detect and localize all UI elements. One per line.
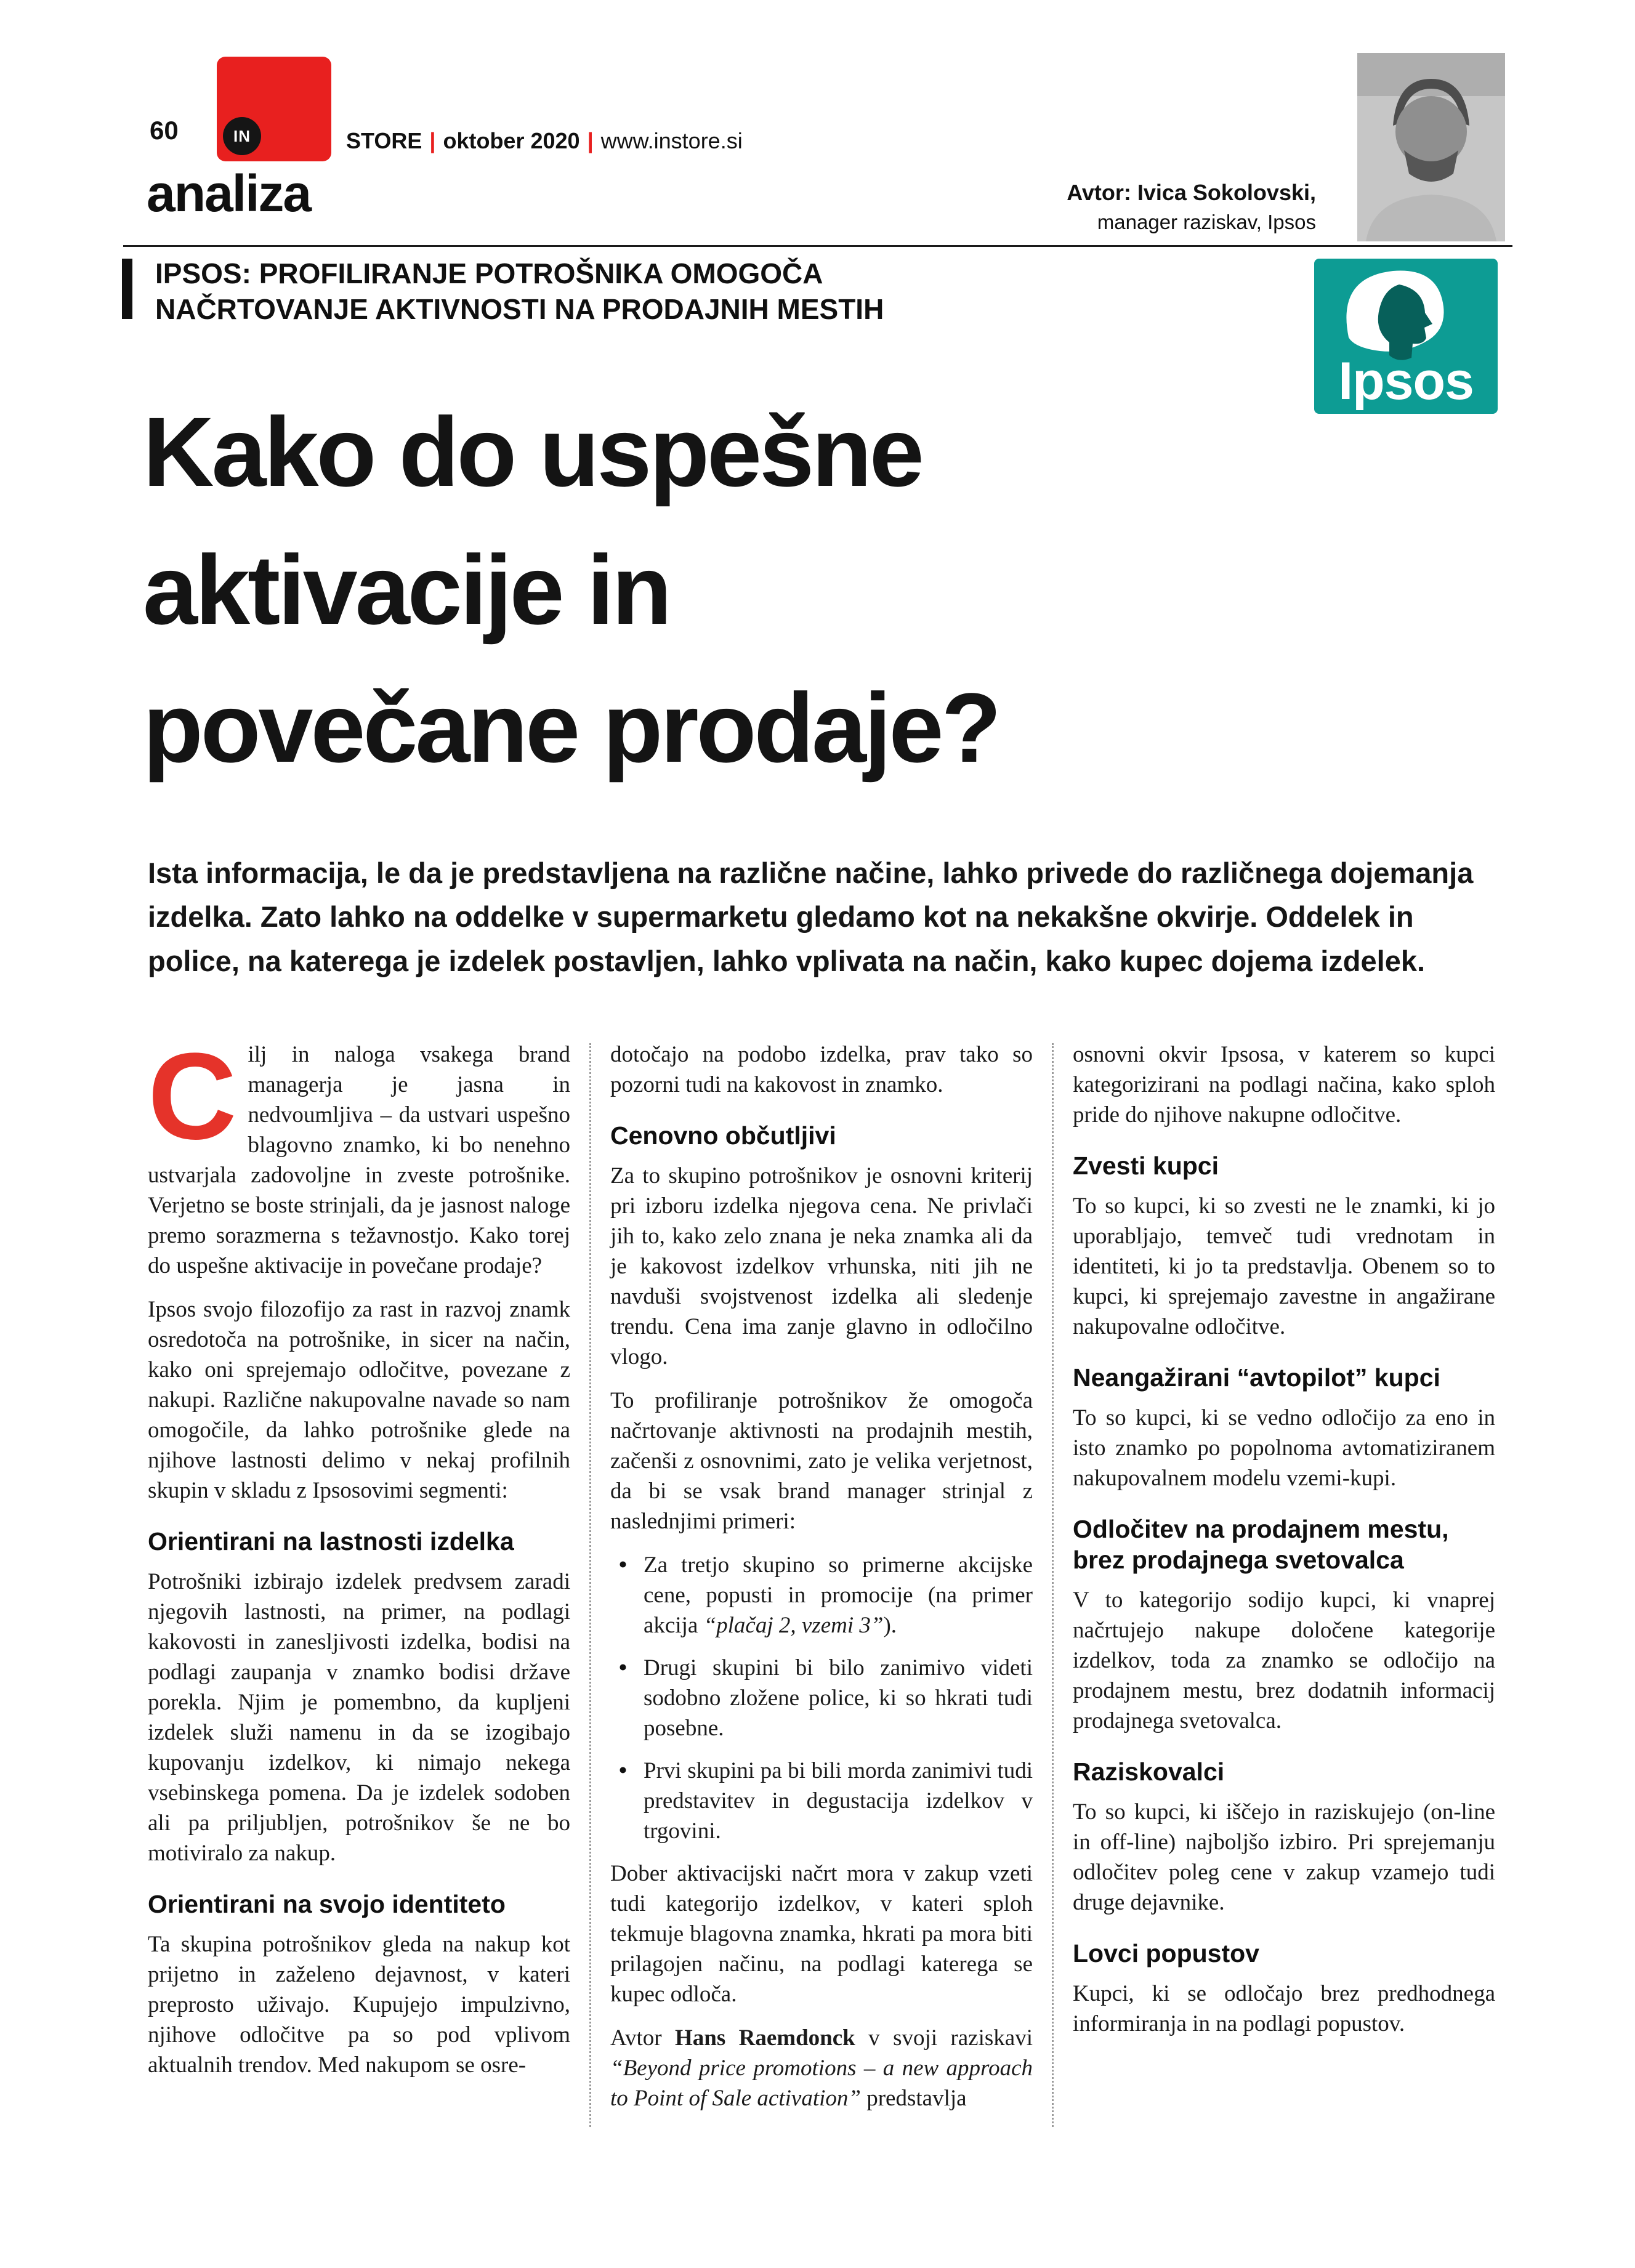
bullet-text: Drugi skupini bi bilo zanimivo videti sodobno zložene police, ki so hkrati tudi posebne. [644,1655,1033,1741]
author-role: manager raziskav, Ipsos [1097,211,1316,233]
kicker-line-1: IPSOS: PROFILIRANJE POTROŠNIKA OMOGOČA [155,257,823,289]
author-photo [1357,53,1505,241]
lead-paragraph: Ista informacija, le da je predstavljena na različne načine, lahko privede do različnega dojemanja izdelka. Zato lahko na oddelke v supermarketu gledamo kot na nekakšne okvirje. Oddelek in police, na katerega je izdelek postavljen, lahko vplivata na način, kako kupec dojema izdelek. [148,857,1474,977]
bullet-icon: • [619,1552,627,1578]
instore-logo [217,57,331,161]
masthead-issue: oktober 2020 [443,128,580,153]
body-paragraph: To so kupci, ki iščejo in raziskujejo (on-line in off-line) najboljšo izbiro. Pri sprejemanju odločitev poleg cene v zakup vzamejo tudi druge dejavnike. [1073,1799,1495,1915]
body-column-3 [1073,1039,1495,2127]
body-subhead: Zvesti kupci [1073,1152,1219,1180]
kicker-bar [122,259,132,319]
body-paragraph: Za to skupino potrošnikov je osnovni kriterij pri izboru izdelka njegova cena. Ne privlači jih to, kako zelo znana je neka znamka ali da je kakovost izdelkov vrhunska, niti jih ne navduši svojstvenost izdelka ali sledenje trendu. Cena ima zanje glavno in odločilno vlogo. [610,1163,1033,1370]
body-paragraph: Cilj in naloga vsakega brand managerja je jasna in nedvoumljiva – da ustvari uspešno blagovno znamko, ki bo nenehno ustvarjala zadovoljne in zveste potrošnike. Verjetno se boste strinjali, da je jasnost naloge premo sorazmerna s težavnostjo. Kako torej do uspešne aktivacije in povečane prodaje? [148,1028,570,1278]
body-paragraph: Avtor Hans Raemdonck v svoji raziskavi “Beyond price promotions – a new approach to Point of Sale activation” predstavlja [610,2025,1033,2112]
body-subhead: Odločitev na prodajnem mestu, brez prodajnega svetovalca [1073,1515,1449,1574]
body-paragraph: To so kupci, ki so zvesti ne le znamki, ki jo uporabljajo, temveč tudi vrednotam in identiteti, ki jo ta predstavlja. Obenem so to kupci, ki sprejemajo zavestne in angažirane nakupovalne odločitve. [1073,1193,1495,1340]
masthead-store: STORE [346,128,422,153]
drop-cap: C [148,1028,237,1165]
body-subhead: Raziskovalci [1073,1757,1225,1786]
body-paragraph: V to kategorijo sodijo kupci, ki vnaprej načrtujejo nakupe določene kategorije izdelkov, toda za znamko se odločijo na prodajnem mestu, brez dodatnih informacij prodajnega svetovalca. [1073,1587,1495,1733]
bullet-item [610,1550,1033,1640]
body-column-2 [610,1039,1033,2127]
body-column-1 [148,1028,570,2127]
headline-line-1: Kako do uspešne [143,397,922,507]
column-divider [589,1043,591,2127]
body-paragraph: osnovni okvir Ipsosa, v katerem so kupci kategorizirani na podlagi načina, kako sploh pride do njihove nakupne odločitve. [1073,1042,1495,1128]
headline-line-3: povečane prodaje? [143,672,999,783]
headline-line-2: aktivacije in [143,535,670,645]
author-name: Avtor: Ivica Sokolovski, [1067,180,1316,205]
bullet-text: Prvi skupini pa bi bili morda zanimivi tudi predstavitev in degustacija izdelkov v trgovini. [644,1758,1033,1844]
body-paragraph: Kupci, ki se odločajo brez predhodnega informiranja in na podlagi popustov. [1073,1981,1495,2037]
body-subhead: Lovci popustov [1073,1939,1259,1967]
body-subhead: Orientirani na svojo identiteto [148,1890,506,1919]
portrait-image [1357,53,1505,241]
author-block [1067,180,1316,234]
bullet-item [610,1756,1033,1846]
bullet-text: Za tretjo skupino so primerne akcijske cene, popusti in promocije (na primer akcija “plačaj 2, vzemi 3”). [644,1552,1033,1639]
body-paragraph: dotočajo na podobo izdelka, prav tako so pozorni tudi na kakovost in znamko. [610,1042,1033,1097]
masthead-separator: | [429,128,436,153]
bullet-item [610,1653,1033,1743]
in-badge-text: IN [233,126,251,145]
kicker-line-2: NAČRTOVANJE AKTIVNOSTI NA PRODAJNIH MESTIH [155,293,884,325]
page-number: 60 [150,116,179,145]
column-divider [1052,1043,1054,2127]
body-columns [148,1028,1496,2127]
in-badge-icon [223,117,261,155]
masthead [346,128,743,154]
body-paragraph: Potrošniki izbirajo izdelek predvsem zaradi njegovih lastnosti, na primer, na podlagi kakovosti in zanesljivosti izdelka, bodisi na podlagi zaupanja v znamko bodisi države porekla. Njim je pomembno, da kupljeni izdelek služi namenu in da se izogibajo kupovanju izdelkov, ki nimajo nekega vsebinskega pomena. Da je izdelek sodoben ali pa priljubljen, potrošnikov še ne bo motiviralo za nakup. [148,1569,570,1866]
body-subhead: Orientirani na lastnosti izdelka [148,1527,514,1556]
headline [143,383,999,797]
ipsos-wordmark: Ipsos [1338,352,1474,411]
body-paragraph: Ipsos svojo filozofijo za rast in razvoj znamk osredotoča na potrošnike, in sicer na način, kako oni sprejemajo odločitve, povezane z nakupi. Različne nakupovalne navade so nam omogočile, da lahko potrošnike glede na njihove lastnosti delimo v nekaj profilnih skupin v skladu z Ipsosovimi segmenti: [148,1297,570,1503]
bullet-icon: • [619,1655,627,1681]
masthead-website: www.instore.si [600,128,743,153]
masthead-separator: | [587,128,594,153]
body-paragraph: Ta skupina potrošnikov gleda na nakup kot prijetno in zaželeno dejavnost, v kateri preprosto uživajo. Kupujejo impulzivno, njihove odločitve pa so pod vplivom aktualnih trendov. Med nakupom se osre- [148,1932,570,2078]
body-paragraph: To so kupci, ki se vedno odločijo za eno in isto znamko po popolnoma avtomatiziranem nakupovalnem modelu vzemi-kupi. [1073,1405,1495,1491]
body-paragraph: Dober aktivacijski načrt mora v zakup vzeti tudi kategorijo izdelkov, v kateri sploh tekmuje blagovna znamka, hkrati pa mora biti prilagojen načinu, na podlagi katerega se kupec odloča. [610,1861,1033,2008]
body-subhead: Cenovno občutljivi [610,1121,836,1150]
bullet-icon: • [619,1758,627,1784]
kicker [155,256,884,328]
section-label: analiza [147,164,311,222]
ipsos-logo [1314,259,1498,414]
header-rule [123,245,1512,247]
body-subhead: Neangažirani “avtopilot” kupci [1073,1363,1440,1392]
body-paragraph: To profiliranje potrošnikov že omogoča načrtovanje aktivnosti na prodajnih mestih, začenši z osnovnimi, zato je velika verjetnost, da bi se vsak brand manager strinjal z naslednjimi primeri: [610,1388,1033,1535]
